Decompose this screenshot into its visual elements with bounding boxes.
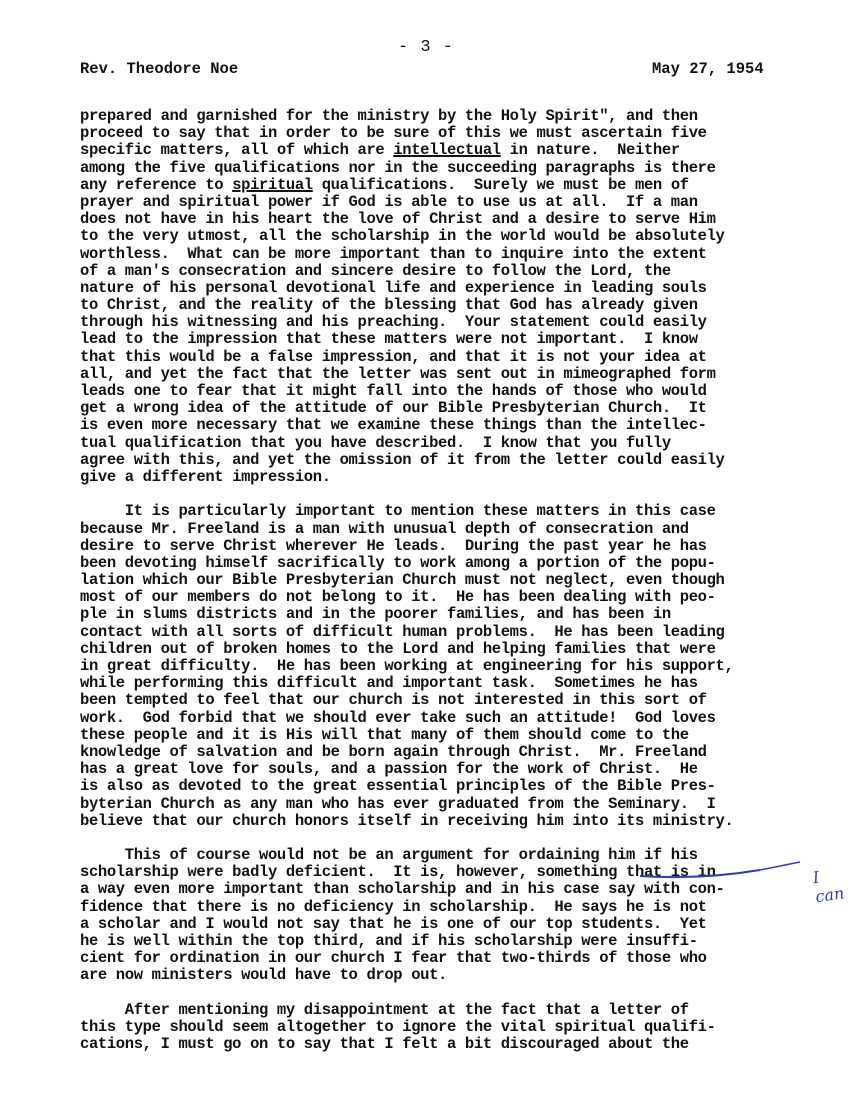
body-line: tual qualification that you have described. I know that you fully bbox=[80, 433, 671, 452]
body-line: leads one to fear that it might fall into the hands of those who would bbox=[80, 382, 707, 400]
body-line: contact with all sorts of difficult human problems. He has been leading bbox=[80, 622, 725, 641]
body-line: most of our members do not belong to it. He has been dealing with peo- bbox=[80, 588, 716, 607]
body-line: these people and it is His will that many of them should come to the bbox=[80, 725, 689, 744]
body-line: through his witnessing and his preaching. Your statement could easily bbox=[80, 313, 707, 332]
body-line: worthless. What can be more important than to inquire into the extent bbox=[80, 244, 707, 263]
body-line: a scholar and I would not say that he is one of our top students. Yet bbox=[80, 914, 707, 933]
underlined-word: spiritual bbox=[232, 175, 313, 194]
body-line: children out of broken homes to the Lord and helping families that were bbox=[80, 639, 716, 658]
body-line: of a man's consecration and sincere desire to follow the Lord, the bbox=[80, 261, 671, 280]
body-line: does not have in his heart the love of Christ and a desire to serve Him bbox=[80, 210, 716, 229]
body-line: has a great love for souls, and a passion for the work of Christ. He bbox=[80, 760, 698, 779]
body-line: desire to serve Christ wherever He leads. During the past year he has bbox=[80, 536, 707, 555]
body-line: lation which our Bible Presbyterian Church must not neglect, even though bbox=[80, 571, 725, 590]
body-line: prayer and spiritual power if God is able to use us at all. If a man bbox=[80, 192, 698, 211]
body-line: This of course would not be an argument for ordaining him if his bbox=[80, 846, 698, 865]
body-line: get a wrong idea of the attitude of our Bible Presbyterian Church. It bbox=[80, 399, 707, 418]
body-line: ple in slums districts and in the poorer families, and has been in bbox=[80, 605, 671, 624]
body-line: been tempted to feel that our church is not interested in this sort of bbox=[80, 691, 707, 710]
body-line: agree with this, and yet the omission of it from the letter could easily bbox=[80, 450, 725, 469]
body-line: all, and yet the fact that the letter was sent out in mimeographed form bbox=[80, 364, 716, 383]
body-line: to the very utmost, all the scholarship in the world would be absolutely bbox=[80, 227, 725, 246]
body-line: is also as devoted to the great essential principles of the Bible Pres- bbox=[80, 777, 716, 796]
body-line: are now ministers would have to drop out. bbox=[80, 966, 448, 985]
body-line: proceed to say that in order to be sure of this we must ascertain five bbox=[80, 124, 707, 143]
body-line: is even more necessary that we examine these things than the intellec- bbox=[80, 416, 707, 435]
date-header: May 27, 1954 bbox=[652, 60, 764, 78]
body-line: give a different impression. bbox=[80, 467, 331, 486]
body-line: to Christ, and the reality of the blessing that God has already given bbox=[80, 296, 698, 315]
body-line: believe that our church honors itself in receiving him into its ministry. bbox=[80, 811, 734, 830]
body-line: scholarship were badly deficient. It is, however, something that is in bbox=[80, 863, 716, 882]
body-line: work. God forbid that we should ever take such an attitude! God loves bbox=[80, 708, 716, 727]
body-line: It is particularly important to mention these matters in this case bbox=[80, 502, 716, 521]
body-line: been devoting himself sacrifically to work among a portion of the popu- bbox=[80, 553, 716, 572]
body-line: that this would be a false impression, and that it is not your idea at bbox=[80, 347, 707, 366]
recipient-header: Rev. Theodore Noe bbox=[80, 60, 239, 78]
body-line: knowledge of salvation and be born again through Christ. Mr. Freeland bbox=[80, 742, 707, 761]
page-number: - 3 - bbox=[398, 38, 455, 57]
body-line: fidence that there is no deficiency in scholarship. He says he is not bbox=[80, 897, 707, 916]
body-line: he is well within the top third, and if his scholarship were insuffi- bbox=[80, 932, 698, 950]
body-line: cations, I must go on to say that I felt a bit discouraged about the bbox=[80, 1035, 689, 1054]
body-line: this type should seem altogether to ignore the vital spiritual qualifi- bbox=[80, 1017, 716, 1036]
body-line: among the five qualifications nor in the succeeding paragraphs is there bbox=[80, 158, 716, 177]
body-line: After mentioning my disappointment at the fact that a letter of bbox=[80, 1000, 689, 1019]
body-line: byterian Church as any man who has ever graduated from the Seminary. I bbox=[80, 794, 716, 813]
body-line: because Mr. Freeland is a man with unusual depth of consecration and bbox=[80, 519, 689, 538]
body-line: nature of his personal devotional life and experience in leading souls bbox=[80, 278, 707, 297]
body-line: in great difficulty. He has been working at engineering for his support, bbox=[80, 657, 734, 675]
body-line: prepared and garnished for the ministry by the Holy Spirit", and then bbox=[80, 107, 698, 125]
body-line: cient for ordination in our church I fear that two-thirds of those who bbox=[80, 949, 707, 968]
body-line: any reference to spiritual qualifications. Surely we must be men of bbox=[80, 175, 689, 194]
body-line: a way even more important than scholarship and in his case say with con- bbox=[80, 880, 725, 899]
handwritten-note: I can bbox=[811, 867, 846, 907]
body-line: while performing this difficult and important task. Sometimes he has bbox=[80, 674, 698, 693]
body-line: lead to the impression that these matters were not important. I know bbox=[80, 330, 698, 349]
body-line: specific matters, all of which are intellectual in nature. Neither bbox=[80, 141, 680, 160]
underlined-word: intellectual bbox=[393, 141, 501, 160]
